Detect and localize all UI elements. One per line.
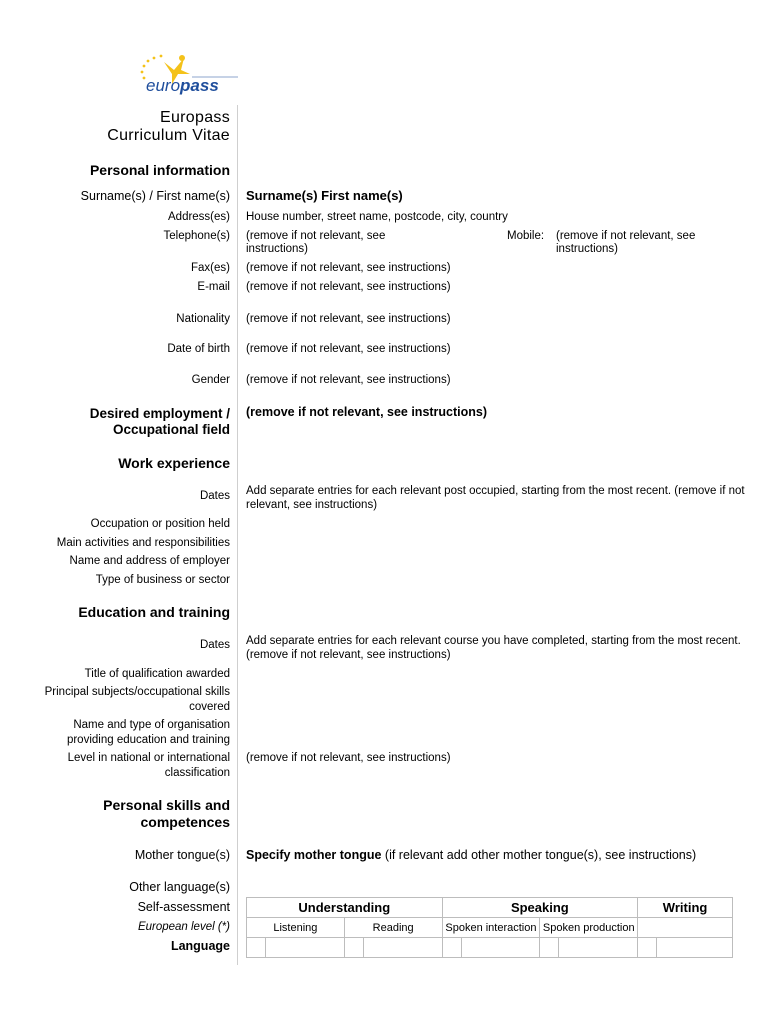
table-cell: [638, 938, 657, 958]
employer-label: Name and address of employer: [69, 555, 230, 567]
other-languages-label: Other language(s): [129, 880, 230, 894]
telephone-label: Telephone(s): [163, 230, 230, 242]
cv-title-line2: Curriculum Vitae: [107, 127, 230, 144]
logo-text-pass: pass: [180, 76, 219, 95]
business-label: Type of business or sector: [95, 574, 230, 586]
desired-employment-value: (remove if not relevant, see instructions): [246, 405, 488, 419]
fax-label: Fax(es): [191, 262, 230, 274]
language-label: Language: [170, 939, 230, 953]
spoken-interaction-header: Spoken interaction: [442, 918, 540, 938]
name-label: Surname(s) / First name(s): [80, 189, 230, 203]
table-cell: [540, 938, 559, 958]
writing-subheader: [638, 918, 733, 938]
desired-employment-label-line2: Occupational field: [112, 422, 230, 437]
section-personal-information: Personal information: [89, 162, 230, 178]
activities-label: Main activities and responsibilities: [56, 537, 230, 549]
mother-tongue-label: Mother tongue(s): [134, 848, 230, 862]
subjects-label-line2: covered: [189, 701, 230, 713]
gender-label: Gender: [191, 374, 230, 386]
qualification-label: Title of qualification awarded: [84, 668, 230, 680]
work-dates-label: Dates: [199, 490, 230, 502]
table-row: [247, 938, 733, 958]
mother-tongue-value-rest: (if relevant add other mother tongue(s), see instructions): [381, 848, 697, 862]
cv-title-line1: Europass: [160, 109, 230, 126]
listening-header: Listening: [247, 918, 345, 938]
self-assessment-label: Self-assessment: [137, 900, 230, 914]
desired-employment-label-line1: Desired employment /: [89, 406, 230, 421]
nationality-value: (remove if not relevant, see instructions): [246, 313, 451, 325]
mobile-value-line2: instructions): [556, 243, 618, 255]
gender-value: (remove if not relevant, see instructions): [246, 374, 451, 386]
section-personal-skills-line2: competences: [140, 814, 230, 830]
european-level-label: European level (*): [137, 921, 230, 933]
dob-value: (remove if not relevant, see instructions): [246, 343, 451, 355]
table-subheader-row: [247, 918, 733, 938]
spoken-production-header: Spoken production: [540, 918, 638, 938]
email-label: E-mail: [197, 281, 230, 293]
email-value: (remove if not relevant, see instructions): [246, 281, 451, 293]
logo-text-euro: euro: [146, 76, 181, 95]
mobile-value-line1: (remove if not relevant, see: [556, 230, 696, 242]
reading-header: Reading: [344, 918, 442, 938]
subjects-label-line1: Principal subjects/occupational skills: [44, 686, 230, 698]
section-work-experience: Work experience: [118, 455, 230, 471]
europass-logo: [134, 52, 240, 98]
mother-tongue-value-bold: Specify mother tongue: [246, 848, 382, 862]
address-value: House number, street name, postcode, city, country: [246, 211, 508, 223]
understanding-header: Understanding: [247, 898, 443, 918]
telephone-value-line1: (remove if not relevant, see: [246, 230, 386, 242]
dob-label: Date of birth: [167, 343, 230, 355]
occupation-label: Occupation or position held: [90, 518, 230, 530]
table-cell: [461, 938, 540, 958]
education-dates-label: Dates: [199, 639, 230, 651]
table-cell: [559, 938, 638, 958]
education-dates-value-line1: Add separate entries for each relevant course you have completed, starting from the most recent.: [246, 635, 741, 647]
writing-header: Writing: [638, 898, 733, 918]
work-dates-value-line1: Add separate entries for each relevant post occupied, starting from the most recent. (remove if not: [246, 485, 745, 497]
table-cell: [363, 938, 442, 958]
mobile-label: Mobile:: [507, 230, 545, 242]
table-cell: [344, 938, 363, 958]
level-value: (remove if not relevant, see instructions): [246, 752, 451, 764]
education-dates-value-line2: (remove if not relevant, see instructions): [246, 649, 451, 661]
language-self-assessment-table: [246, 897, 733, 958]
name-value: Surname(s) First name(s): [246, 188, 403, 203]
section-education-training: Education and training: [78, 604, 230, 620]
organisation-label-line1: Name and type of organisation: [73, 719, 230, 731]
mother-tongue-value: [246, 848, 696, 862]
address-label: Address(es): [168, 211, 230, 223]
table-cell: [442, 938, 461, 958]
level-label-line1: Level in national or international: [67, 752, 230, 764]
work-dates-value-line2: relevant, see instructions): [246, 499, 378, 511]
table-cell: [657, 938, 733, 958]
organisation-label-line2: providing education and training: [66, 734, 230, 746]
nationality-label: Nationality: [176, 313, 230, 325]
table-cell: [247, 938, 266, 958]
telephone-value-line2: instructions): [246, 243, 308, 255]
fax-value: (remove if not relevant, see instructions): [246, 262, 451, 274]
speaking-header: Speaking: [442, 898, 638, 918]
level-label-line2: classification: [164, 767, 230, 779]
section-personal-skills-line1: Personal skills and: [103, 797, 230, 813]
table-header-row: [247, 898, 733, 918]
column-divider: [237, 105, 238, 965]
table-cell: [265, 938, 344, 958]
